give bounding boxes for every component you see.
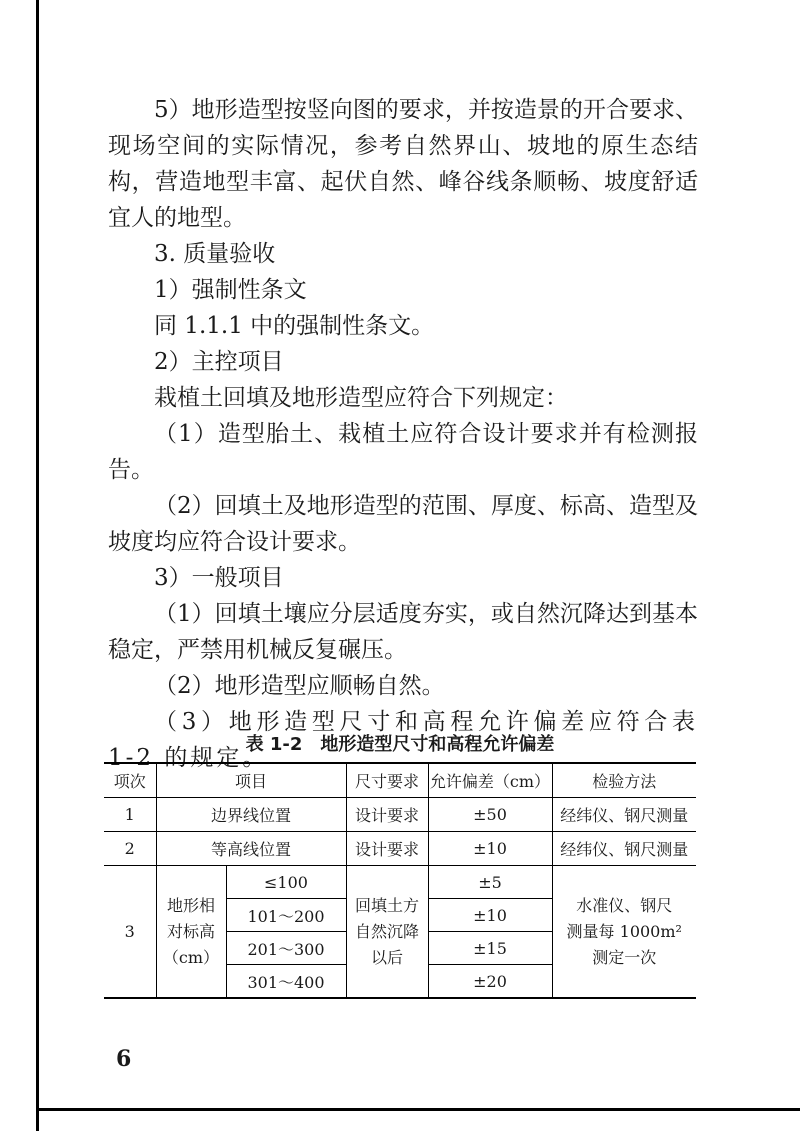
requirement-line: 以后 bbox=[370, 947, 403, 967]
bottom-border-line bbox=[36, 1108, 800, 1111]
method-line: 测定一次 bbox=[592, 947, 657, 967]
heading-quality-acceptance: 3. 质量验收 bbox=[154, 241, 276, 267]
tolerance-table bbox=[104, 762, 696, 999]
paragraph-general-3: （3）地形造型尺寸和高程允许偏差应符合表 1-2 的规定。 bbox=[108, 709, 698, 771]
header-method: 检验方法 bbox=[552, 763, 696, 798]
cell-requirement: 设计要求 bbox=[346, 832, 428, 866]
cell-range: 301～400 bbox=[226, 965, 346, 999]
cell-method: 经纬仪、钢尺测量 bbox=[552, 832, 696, 866]
method-line: 水准仪、钢尺 bbox=[576, 895, 673, 915]
paragraph-mandatory-reference: 同 1.1.1 中的强制性条文。 bbox=[154, 313, 435, 339]
paragraph-general-2: （2）地形造型应顺畅自然。 bbox=[154, 673, 445, 699]
paragraph-general-1: （1）回填土壤应分层适度夯实，或自然沉降达到基本稳定，严禁用机械反复碾压。 bbox=[108, 601, 698, 663]
body-text bbox=[108, 92, 698, 776]
cell-range: 201～300 bbox=[226, 932, 346, 965]
header-no: 项次 bbox=[104, 763, 156, 798]
header-requirement: 尺寸要求 bbox=[346, 763, 428, 798]
cell-item: 等高线位置 bbox=[156, 832, 346, 866]
requirement-line: 自然沉降 bbox=[354, 921, 419, 941]
table-title: 表 1-2 地形造型尺寸和高程允许偏差 bbox=[245, 734, 555, 755]
cell-tolerance: ±10 bbox=[428, 899, 552, 932]
item-line: 地形相 bbox=[166, 895, 215, 915]
cell-range: 101～200 bbox=[226, 899, 346, 932]
paragraph-rule-2: （2）回填土及地形造型的范围、厚度、标高、造型及坡度均应符合设计要求。 bbox=[108, 493, 698, 555]
cell-no: 2 bbox=[104, 832, 156, 866]
table-row bbox=[104, 798, 696, 832]
method-line: 测量每 1000m² bbox=[566, 921, 682, 941]
header-item: 项目 bbox=[156, 763, 346, 798]
cell-method-level bbox=[552, 866, 696, 999]
table-row bbox=[104, 866, 696, 899]
item-line: 对标高 bbox=[166, 921, 215, 941]
cell-requirement-settlement bbox=[346, 866, 428, 999]
cell-tolerance: ±10 bbox=[428, 832, 552, 866]
cell-tolerance: ±5 bbox=[428, 866, 552, 899]
paragraph-backfill-rules: 栽植土回填及地形造型应符合下列规定： bbox=[154, 385, 568, 411]
left-border-line bbox=[36, 0, 39, 1131]
cell-requirement: 设计要求 bbox=[346, 798, 428, 832]
requirement-line: 回填土方 bbox=[354, 895, 419, 915]
cell-no: 1 bbox=[104, 798, 156, 832]
heading-main-control-items: 2）主控项目 bbox=[154, 349, 284, 375]
paragraph-rule-1: （1）造型胎土、栽植土应符合设计要求并有检测报告。 bbox=[108, 421, 698, 483]
header-tolerance: 允许偏差（cm） bbox=[428, 763, 552, 798]
cell-tolerance: ±15 bbox=[428, 932, 552, 965]
heading-mandatory-provisions: 1）强制性条文 bbox=[154, 277, 307, 303]
table-row bbox=[104, 832, 696, 866]
item-line: （cm） bbox=[162, 947, 220, 967]
cell-tolerance: ±50 bbox=[428, 798, 552, 832]
cell-no: 3 bbox=[104, 866, 156, 999]
cell-range: ≤100 bbox=[226, 866, 346, 899]
cell-item-relative-elevation bbox=[156, 866, 226, 999]
page-number: 6 bbox=[116, 1046, 132, 1072]
cell-item: 边界线位置 bbox=[156, 798, 346, 832]
paragraph-terrain-shaping: 5）地形造型按竖向图的要求，并按造景的开合要求、现场空间的实际情况，参考自然界山、坡地的原生态结构，营造地型丰富、起伏自然、峰谷线条顺畅、坡度舒适宜人的地型。 bbox=[108, 97, 698, 231]
heading-general-items: 3）一般项目 bbox=[154, 565, 284, 591]
cell-method: 经纬仪、钢尺测量 bbox=[552, 798, 696, 832]
cell-tolerance: ±20 bbox=[428, 965, 552, 999]
table-header-row bbox=[104, 763, 696, 798]
